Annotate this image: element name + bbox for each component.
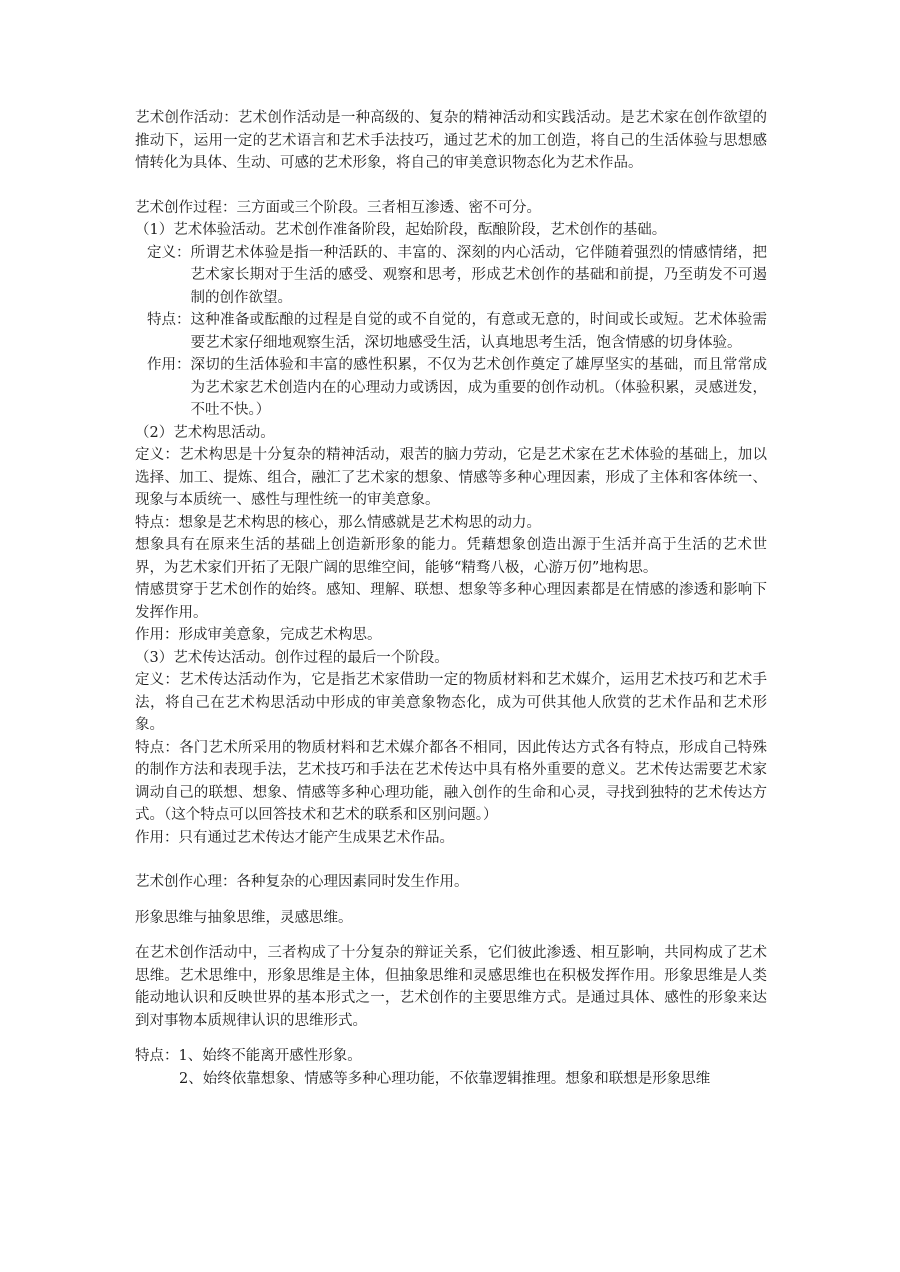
section-1-title: （1）艺术体验活动。艺术创作准备阶段，起始阶段，酝酿阶段，艺术创作的基础。 <box>135 222 667 238</box>
section-1-function <box>135 354 767 422</box>
paragraph-dialectic-relation: 在艺术创作活动中，三者构成了十分复杂的辩证关系，它们彼此渗透、相互影响，共同构成了艺术思维。艺术思维中，形象思维是主体，但抽象思维和灵感思维也在积极发挥作用。形象思维是人类能动地认识和反映世界的基本形式之一，艺术创作的主要思维方式。是通过具体、感性的形象来达到对事物本质规律认识的思维形式。 <box>135 945 767 1029</box>
section-2-title: （2）艺术构思活动。 <box>135 424 275 441</box>
paragraph-thinking-types: 形象思维与抽象思维，灵感思维。 <box>135 909 353 926</box>
section-1-definition <box>135 242 767 310</box>
section-2-emotion: 情感贯穿于艺术创作的始终。感知、理解、联想、想象等多种心理因素都是在情感的渗透和影响下发挥作用。 <box>135 582 767 621</box>
section-3-function: 作用：只有通过艺术传达才能产生成果艺术作品。 <box>135 829 454 846</box>
section-2-definition: 定义：艺术构思是十分复杂的精神活动，艰苦的脑力劳动，它是艺术家在艺术体验的基础上，加以选择、加工、提炼、组合，融汇了艺术家的想象、情感等多种心理因素，形成了主体和客体统一、现象与本质统一、感性与理性统一的审美意象。 <box>135 447 767 508</box>
thinking-features <box>135 1045 767 1090</box>
definition-text: 所谓艺术体验是指一种活跃的、丰富的、深刻的内心活动，它伴随着强烈的情感情绪，把艺术家长期对于生活的感受、观察和思考，形成艺术创作的基础和前提，乃至萌发不可遏制的创作欲望。 <box>190 244 767 306</box>
features-text: 这种准备或酝酿的过程是自觉的或不自觉的，有意或无意的，时间或长或短。艺术体验需要艺术家仔细地观察生活，深切地感受生活，认真地思考生活，饱含情感的切身体验。 <box>190 312 767 351</box>
section-3-features: 特点：各门艺术所采用的物质材料和艺术媒介都各不相同，因此传达方式各有特点，形成自己特殊的制作方法和表现手法，艺术技巧和手法在艺术传达中具有格外重要的意义。艺术传达需要艺术家调动自己的联想、想象、情感等多种心理功能，融入创作的生命和心灵，寻找到独特的艺术传达方式。（这个特点可以回答技术和艺术的联系和区别问题。） <box>135 739 767 823</box>
section-3-title: （3）艺术传达活动。创作过程的最后一个阶段。 <box>135 649 449 666</box>
thinking-feature-1: 特点：1、始终不能离开感性形象。 <box>135 1048 362 1064</box>
section-2-features: 特点：想象是艺术构思的核心，那么情感就是艺术构思的动力。 <box>135 514 541 531</box>
paragraph-creative-process: 艺术创作过程：三方面或三个阶段。三者相互渗透、密不可分。 <box>135 199 541 216</box>
paragraph-creative-psychology: 艺术创作心理：各种复杂的心理因素同时发生作用。 <box>135 874 469 890</box>
document-page <box>135 107 767 1090</box>
section-1-features <box>135 309 767 354</box>
section-2-function: 作用：形成审美意象，完成艺术构思。 <box>135 627 382 643</box>
features-label: 特点： <box>147 312 191 328</box>
section-2-imagination: 想象具有在原来生活的基础上创造新形象的能力。凭藉想象创造出源于生活并高于生活的艺术世界，为艺术家们开拓了无限广阔的思维空间，能够“精骛八极，心游万仞”地构思。 <box>135 537 767 576</box>
paragraph-creative-activity: 艺术创作活动：艺术创作活动是一种高级的、复杂的精神活动和实践活动。是艺术家在创作欲望的推动下，运用一定的艺术语言和艺术手法技巧，通过艺术的加工创造，将自己的生活体验与思想感情转化为具体、生动、可感的艺术形象，将自己的审美意识物态化为艺术作品。 <box>135 110 767 171</box>
section-3-definition: 定义：艺术传达活动作为，它是指艺术家借助一定的物质材料和艺术媒介，运用艺术技巧和艺术手法，将自己在艺术构思活动中形成的审美意象物态化，成为可供其他人欣赏的艺术作品和艺术形象。 <box>135 672 767 733</box>
function-label: 作用： <box>147 357 191 373</box>
function-text: 深切的生活体验和丰富的感性积累，不仅为艺术创作奠定了雄厚坚实的基础，而且常常成为艺术家艺术创造内在的心理动力或诱因，成为重要的创作动机。（体验积累，灵感迸发，不吐不快。） <box>190 357 767 418</box>
definition-label: 定义： <box>147 244 191 261</box>
thinking-feature-2: 2、始终依靠想象、情感等多种心理功能，不依靠逻辑推理。想象和联想是形象思维 <box>179 1070 711 1087</box>
thinking-features-label: 特点： <box>135 1048 179 1064</box>
